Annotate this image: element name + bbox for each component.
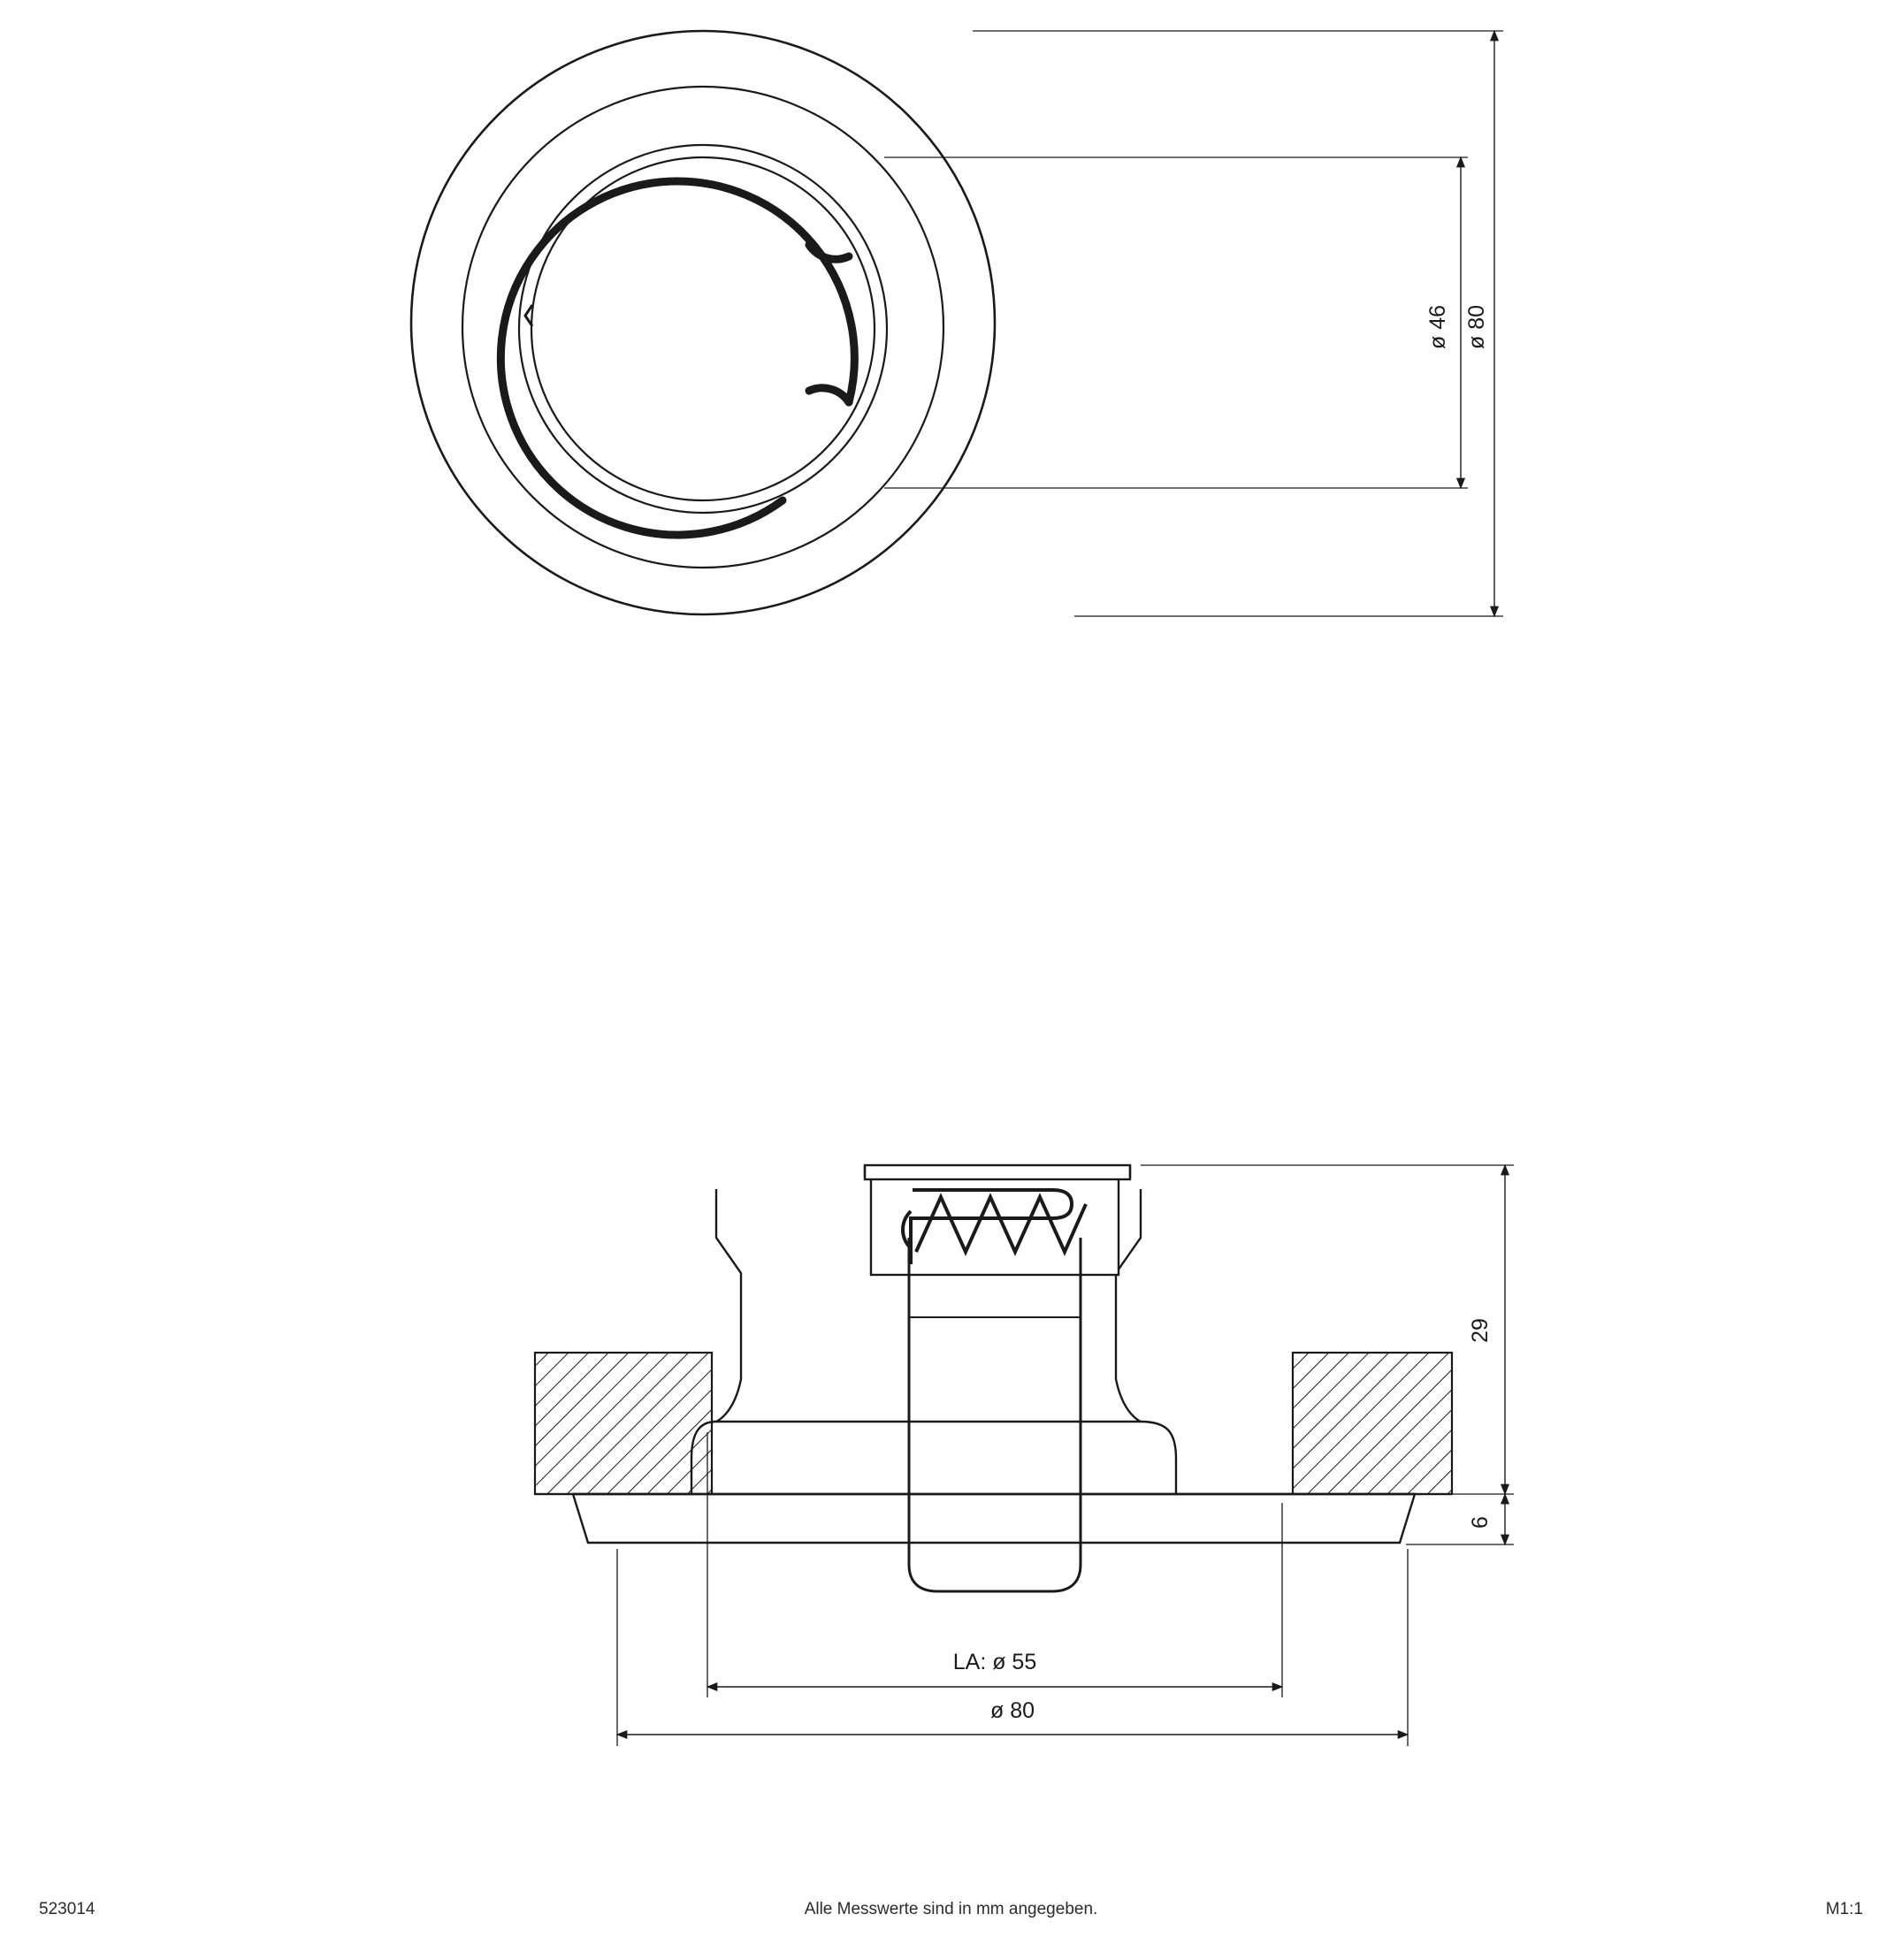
article-number: 523014 [39, 1900, 95, 1918]
scale-note: M1:1 [1825, 1900, 1863, 1918]
dim-label-cutout-diameter: LA: ø 55 [952, 1650, 1037, 1674]
dim-label-flange-diameter: ø 80 [989, 1698, 1035, 1723]
dim-label-inner-diameter: ø 46 [1425, 304, 1450, 350]
sheet-footer [0, 1900, 1902, 1921]
units-note: Alle Messwerte sind in mm angegeben. [804, 1900, 1098, 1918]
ceiling-slab-right [1293, 1353, 1452, 1494]
dim-label-total-height: 29 [1468, 1318, 1493, 1343]
dim-label-flange-height: 6 [1468, 1516, 1493, 1529]
housing-top-lip [865, 1165, 1130, 1179]
front-flange-plate [573, 1494, 1415, 1543]
dim-label-outer-diameter: ø 80 [1464, 304, 1489, 350]
ceiling-slab-left [535, 1353, 712, 1494]
